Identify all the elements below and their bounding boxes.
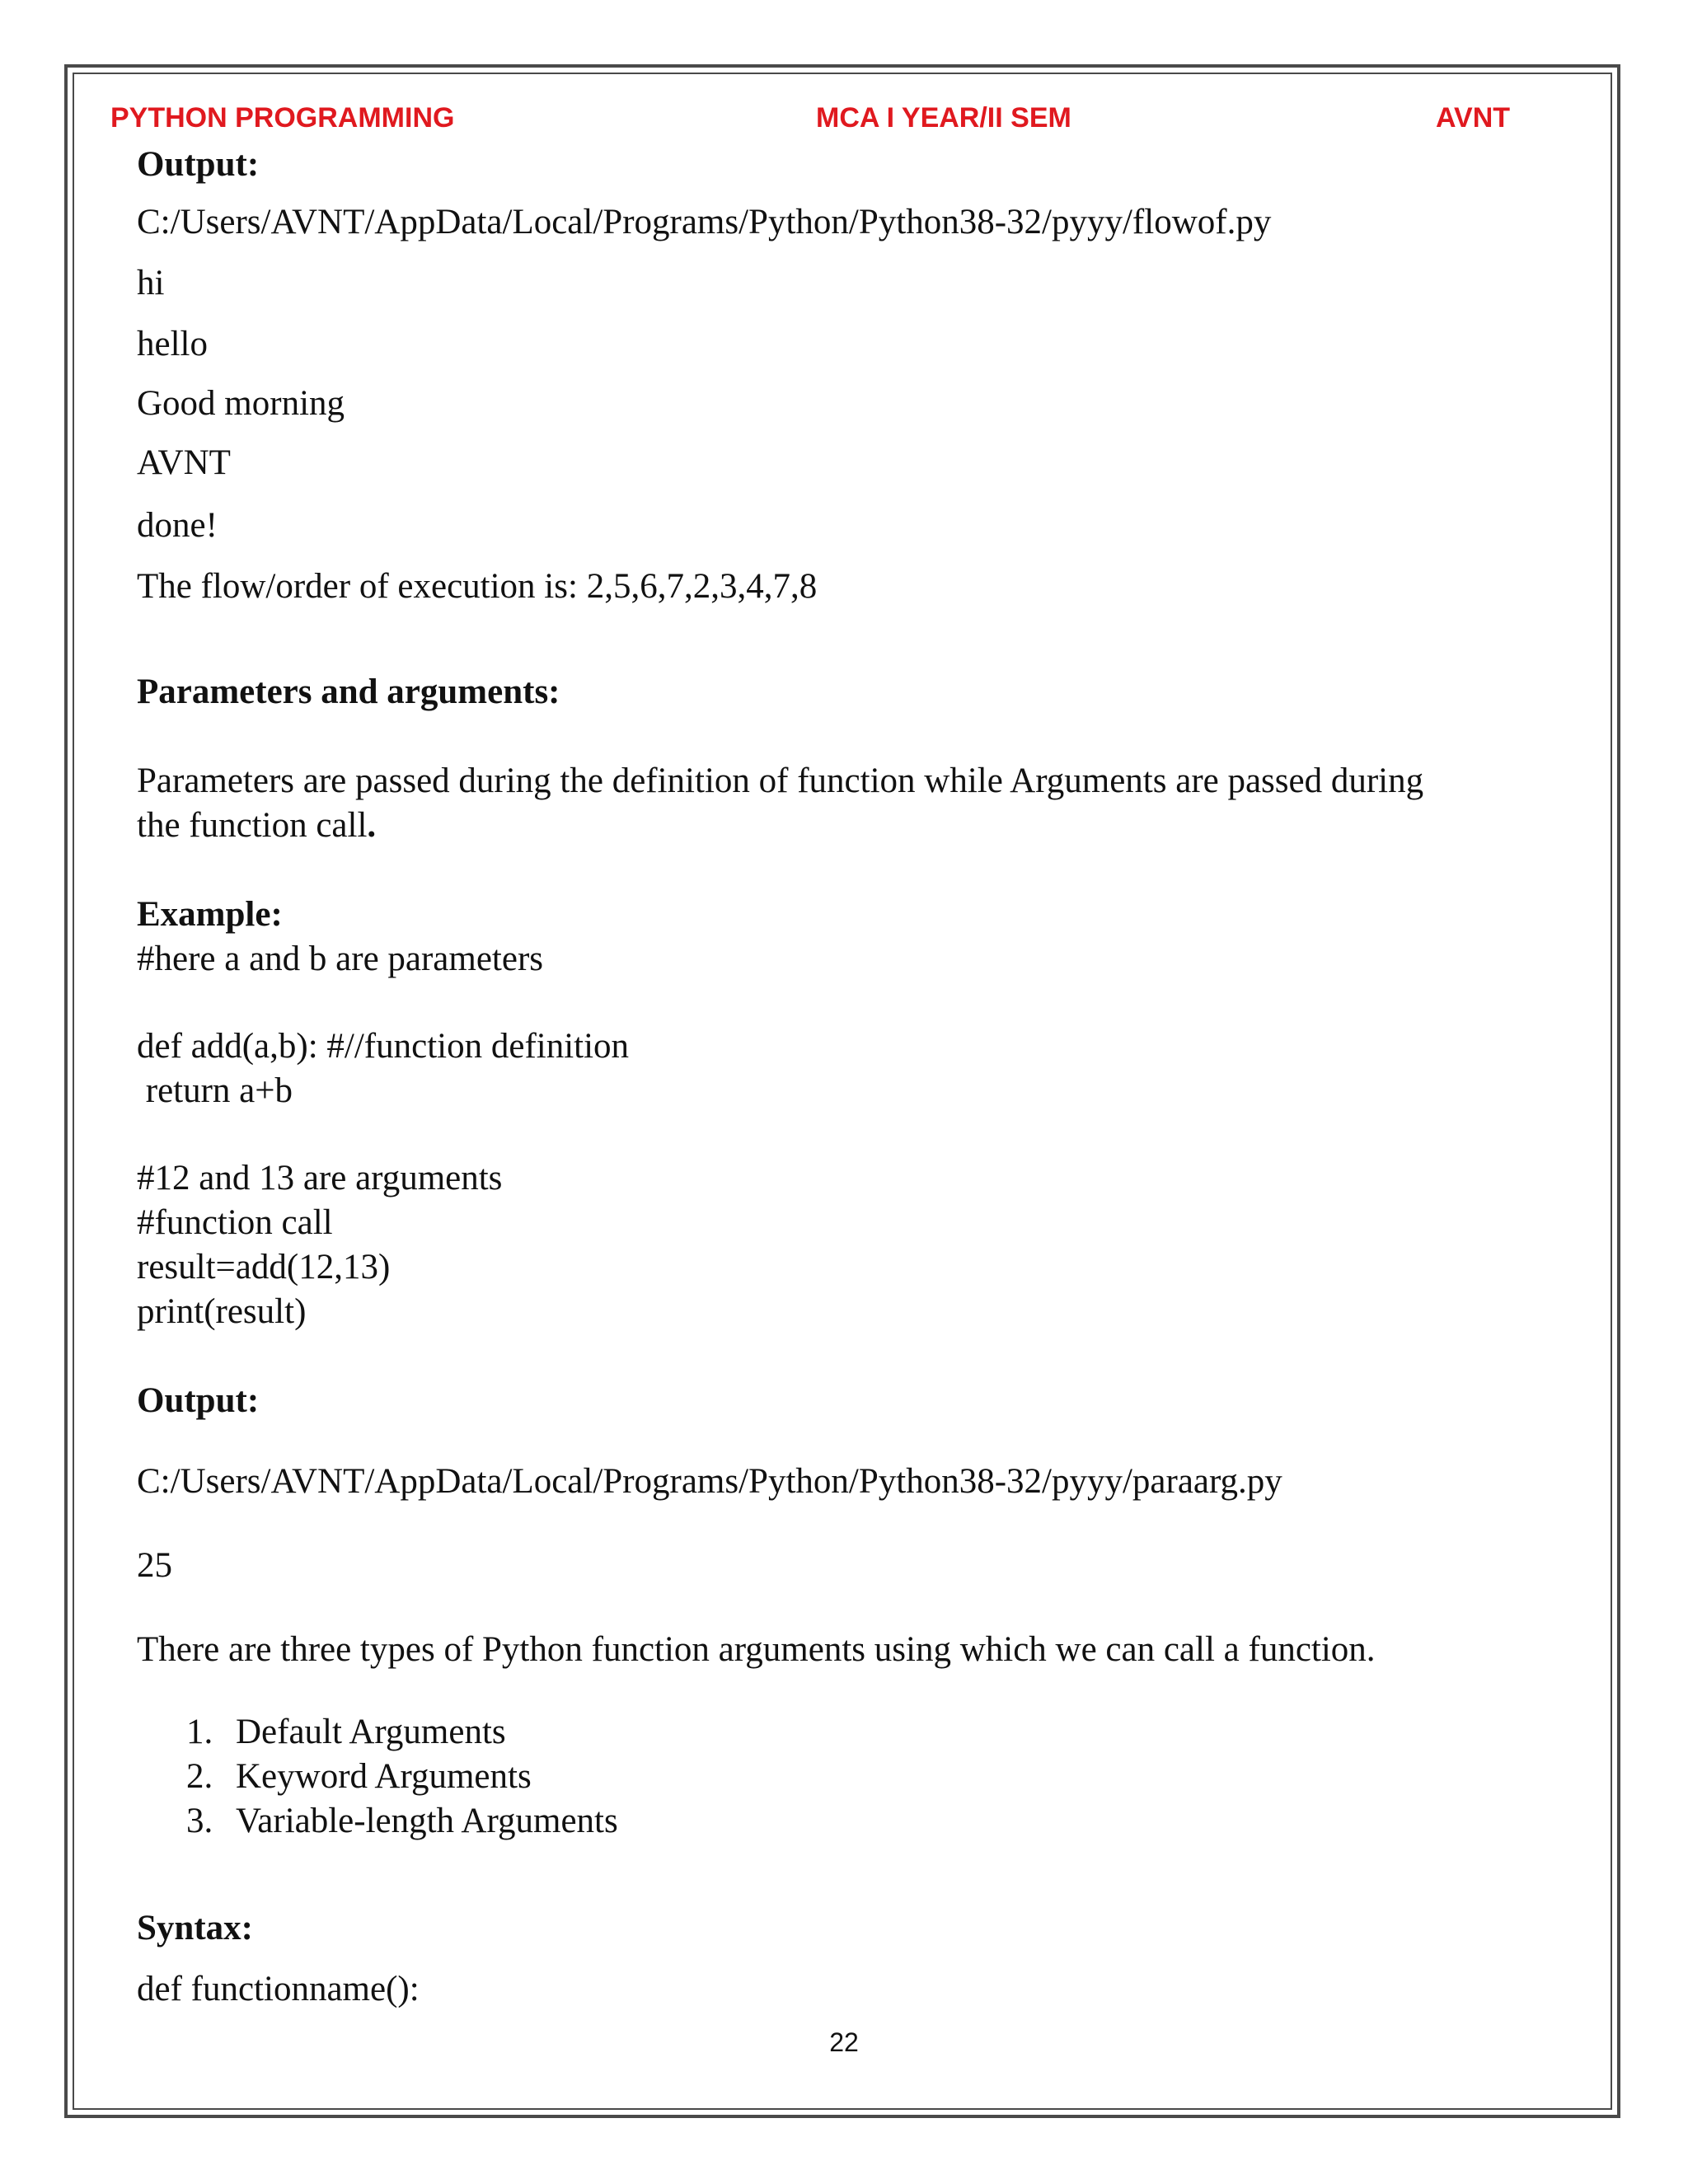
section-heading-syntax: Syntax: <box>137 1909 253 1947</box>
code-line: #12 and 13 are arguments <box>137 1159 503 1197</box>
list-item: Variable-length Arguments <box>236 1802 618 1840</box>
output-line: Good morning <box>137 384 345 423</box>
code-line: result=add(12,13) <box>137 1248 391 1286</box>
code-line: return a+b <box>137 1071 293 1110</box>
page-number: 22 <box>829 2027 859 2057</box>
list-item: Default Arguments <box>236 1713 506 1751</box>
code-line: #function call <box>137 1203 333 1242</box>
output-path: C:/Users/AVNT/AppData/Local/Programs/Python/Python38-32/pyyy/paraarg.py <box>137 1462 1282 1501</box>
list-item: Keyword Arguments <box>236 1757 532 1796</box>
output-line: done! <box>137 506 218 545</box>
header-author: AVNT <box>1436 102 1511 134</box>
paragraph-text: the function call <box>137 806 368 845</box>
section-heading-parameters: Parameters and arguments: <box>137 673 560 711</box>
list-item-number: 2. <box>186 1757 213 1796</box>
paragraph-line: Parameters are passed during the definition of function while Arguments are passed during <box>137 762 1424 800</box>
code-line: print(result) <box>137 1292 307 1331</box>
paragraph-line <box>137 808 376 843</box>
argument-types-intro: There are three types of Python function arguments using which we can call a function. <box>137 1630 1376 1669</box>
output-heading: Output: <box>137 1381 260 1420</box>
output-line: The flow/order of execution is: 2,5,6,7,2,3,4,7,8 <box>137 567 818 606</box>
output-line: hi <box>137 264 165 302</box>
header-semester: MCA I YEAR/II SEM <box>816 102 1071 134</box>
section-heading-example: Example: <box>137 895 283 934</box>
code-line: #here a and b are parameters <box>137 940 544 978</box>
syntax-line: def functionname(): <box>137 1970 420 2008</box>
output-value: 25 <box>137 1546 172 1585</box>
output-line: AVNT <box>137 443 231 482</box>
code-line: def add(a,b): #//function definition <box>137 1027 630 1066</box>
output-heading: Output: <box>137 145 260 184</box>
list-item-number: 3. <box>186 1802 213 1840</box>
paragraph-period: . <box>367 806 377 845</box>
output-line: hello <box>137 325 208 363</box>
header-course-title: PYTHON PROGRAMMING <box>110 102 455 134</box>
output-line: C:/Users/AVNT/AppData/Local/Programs/Python/Python38-32/pyyy/flowof.py <box>137 203 1272 241</box>
list-item-number: 1. <box>186 1713 213 1751</box>
